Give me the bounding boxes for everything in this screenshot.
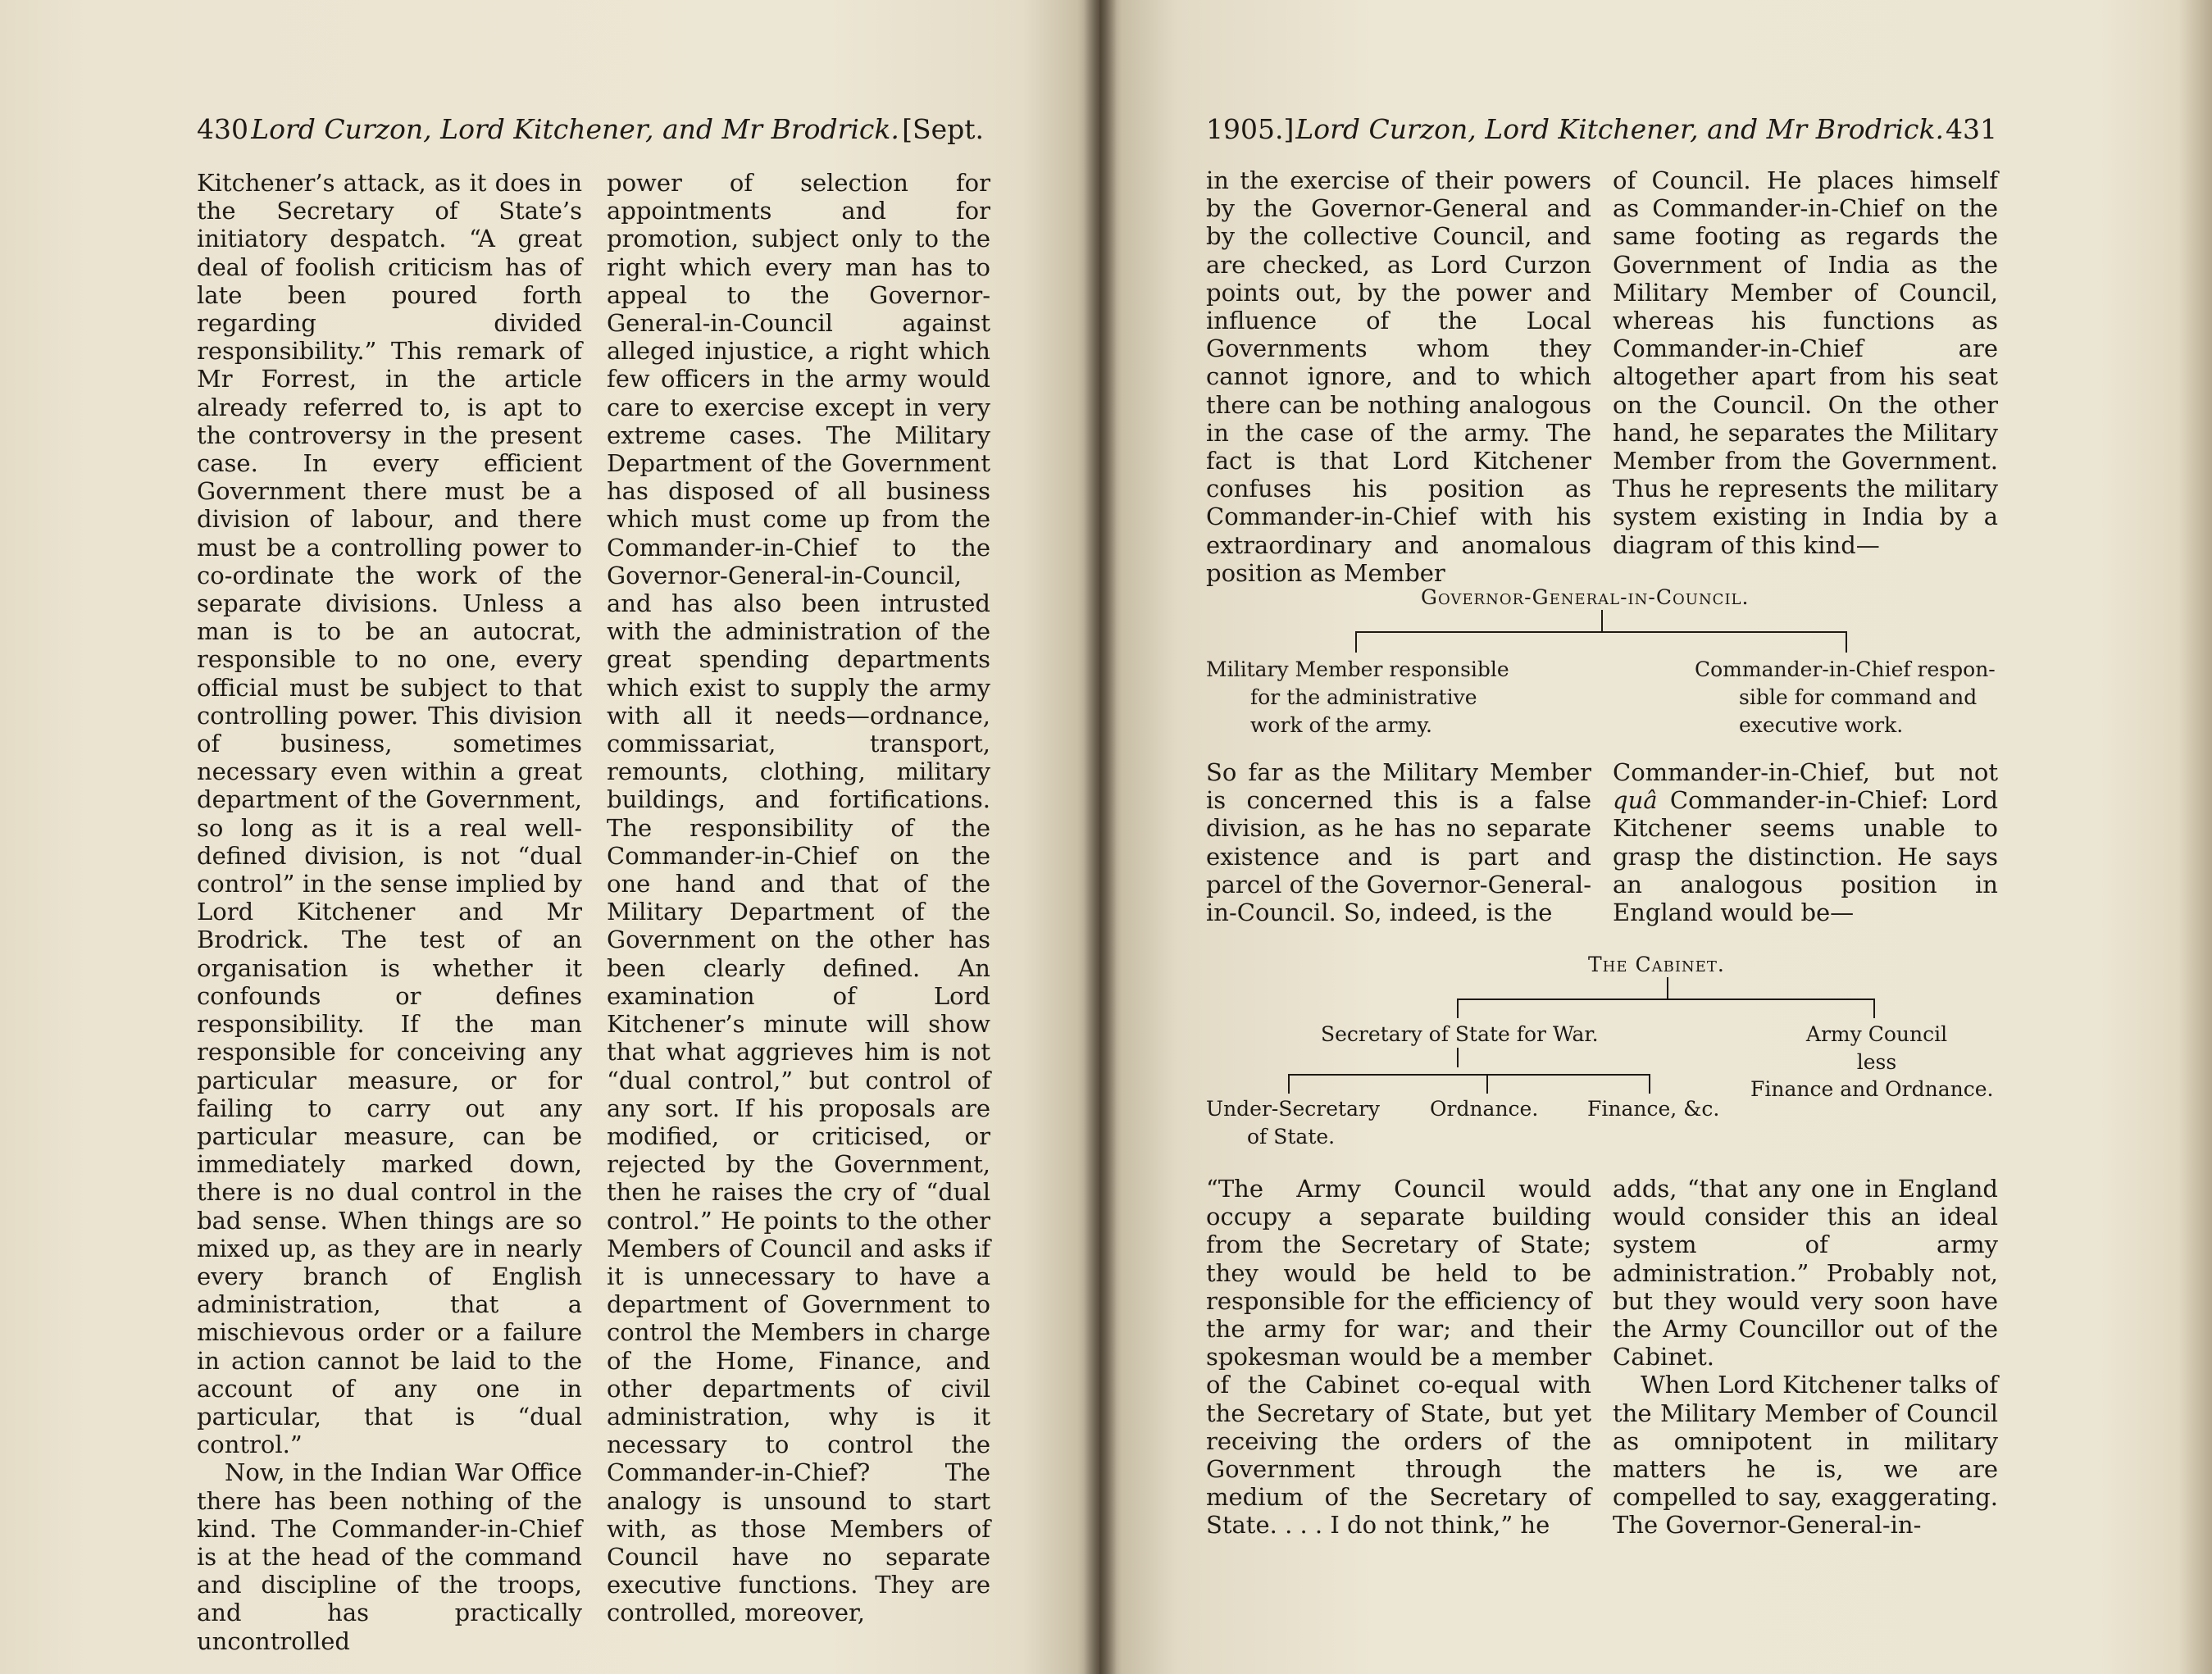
secretary-of-state-label: Secretary of State for War.	[1321, 1022, 1599, 1046]
paragraph: When Lord Kitchener talks of the Military Member of Council as omnipotent in military matters he is, we are compelled to say, exaggerating. The Governor-General-in-	[1613, 1371, 1998, 1540]
right-column-2-mid	[1613, 758, 1998, 926]
diagram-label: for the administrative	[1250, 685, 1477, 709]
finance-label: Finance, &c.	[1587, 1097, 1720, 1121]
date-tag-left: [Sept.	[902, 113, 984, 145]
diagram-connector	[1457, 998, 1875, 1000]
diagram-connector	[1486, 1074, 1488, 1094]
military-member-box	[1206, 656, 1509, 739]
under-secretary-box	[1206, 1095, 1380, 1151]
army-council-less-label: Finance and Ordnance.	[1750, 1077, 1994, 1101]
right-page-header	[1206, 113, 1997, 145]
diagram-connector	[1457, 998, 1459, 1018]
diagram-connector	[1288, 1074, 1650, 1076]
diagram-connector	[1667, 977, 1668, 998]
diagram-label: less	[1856, 1050, 1897, 1074]
diagram-connector	[1355, 631, 1847, 633]
italic-word: quâ	[1613, 786, 1658, 815]
paragraph: Now, in the Indian War Office there has been nothing of the kind. The Commander-in-Chief is at the head of the command and discipline of the troops, and has practically uncontrolled	[197, 1458, 582, 1655]
diagram-label: executive work.	[1739, 713, 1904, 737]
diagram-connector	[1601, 610, 1603, 631]
left-column-1	[197, 169, 582, 1655]
diagram-label: work of the army.	[1250, 713, 1432, 737]
running-title-right: Lord Curzon, Lord Kitchener, and Mr Brodrick.	[1295, 113, 1945, 145]
army-council-box	[1795, 1021, 1959, 1076]
paragraph: power of selection for appointments and for promotion, subject only to the right which every man has to appeal to the Governor-General-in-Council against alleged injustice, a right which few officers in the army would care to exercise except in very extreme cases. The Military Department of the Government has disposed of all business which must come up from the Commander-in-Chief to the Governor-General-in-Council, and has also been intrusted with the administration of the great spending departments which exist to supply the army with all it needs—ordnance, commissariat, transport, remounts, clothing, military buildings, and fortifications. The responsibility of the Commander-in-Chief on the one hand and that of the Military Department of the Government on the other has been clearly defined. An examination of Lord Kitchener’s minute will show that what aggrieves him is not “dual control,” but control of any sort. If his proposals are modified, or criticised, or rejected by the Government, then he raises the cry of “dual control.” He points to the other Members of Council and asks if it is unnecessary to have a department of Government to control the Members in charge of the Home, Finance, and other departments of civil administration, why is it necessary to control the Commander-in-Chief? The analogy is unsound to start with, as those Members of Council have no separate executive functions. They are controlled, moreover,	[607, 169, 990, 1627]
paragraph: adds, “that any one in England would consider this an ideal system of army administration.” Probably not, but they would very soon have the Army Councillor out of the Cabinet.	[1613, 1175, 1998, 1371]
right-column-2-bottom	[1613, 1175, 1998, 1540]
right-column-1-mid	[1206, 758, 1591, 926]
diagram-label: Military Member responsible	[1206, 657, 1509, 681]
paragraph: Kitchener’s attack, as it does in the Secretary of State’s initiatory despatch. “A great deal of foolish criticism has of late been poured forth regarding divided responsibility.” This remark of Mr Forrest, in the article already referred to, is apt to the controversy in the present case. In every efficient Government there must be a division of labour, and there must be a controlling power to co-ordinate the work of the separate divisions. Unless a man is to be an autocrat, responsible to no one, every official must be subject to that controlling power. This division of business, sometimes necessary even within a great department of the Government, so long as it is a real well-defined division, is not “dual control” in the sense implied by Lord Kitchener and Mr Brodrick. The test of an organisation is whether it confounds or defines responsibility. If the man responsible for conceiving any particular measure, or for failing to carry out any particular measure, can be immediately marked down, there is no dual control in the bad sense. When things are so mixed up, as they are in nearly every branch of English administration, that a mischievous order or a failure in action cannot be laid to the account of any one in particular, that is “dual control.”	[197, 169, 582, 1459]
right-column-1-top	[1206, 166, 1591, 587]
diagram-connector	[1649, 1074, 1650, 1094]
paragraph	[1613, 758, 1998, 926]
right-page	[1099, 0, 2212, 1674]
book-gutter	[1084, 0, 1117, 1674]
right-column-2-top	[1613, 166, 1998, 559]
left-column-2	[607, 169, 990, 1627]
diagram-root-label: The Cabinet.	[1588, 953, 1725, 976]
date-tag-right: 1905.]	[1206, 113, 1295, 145]
diagram-connector	[1355, 631, 1357, 653]
diagram-label: Under-Secretary	[1206, 1097, 1381, 1121]
left-page	[0, 0, 1099, 1674]
diagram-label: sible for command and	[1739, 685, 1978, 709]
diagram-connector	[1457, 1048, 1459, 1067]
paragraph: of Council. He places himself as Commander-in-Chief on the same footing as regards the Government of India as the Military Member of Council, whereas his functions as Commander-in-Chief are altogether apart from his seat on the Council. On the other hand, he separates the Military Member from the Government. Thus he represents the military system existing in India by a diagram of this kind—	[1613, 166, 1998, 559]
diagram-label: Commander-in-Chief respon-	[1695, 657, 1996, 681]
diagram-root-label: Governor-General-in-Council.	[1421, 585, 1750, 609]
paragraph: in the exercise of their powers by the Governor-General and by the collective Council, and are checked, as Lord Curzon points out, by the power and influence of the Local Governments whom they cannot ignore, and to which there can be nothing analogous in the case of the army. The fact is that Lord Kitchener confuses his position as Commander-in-Chief with his extraordinary and anomalous position as Member	[1206, 166, 1591, 587]
diagram-label: Army Council	[1805, 1022, 1948, 1046]
left-page-header	[197, 113, 984, 145]
paragraph: So far as the Military Member is concerned this is a false division, as he has no separate existence and is part and parcel of the Governor-General-in-Council. So, indeed, is the	[1206, 758, 1591, 927]
running-title-left: Lord Curzon, Lord Kitchener, and Mr Brodrick.	[251, 113, 899, 145]
diagram-connector	[1846, 631, 1847, 653]
diagram-connector	[1873, 998, 1875, 1018]
paragraph: “The Army Council would occupy a separate building from the Secretary of State; they would be held to be responsible for the efficiency of the army for war; and their spokesman would be a member of the Cabinet co-equal with the Secretary of State, but yet receiving the orders of the Government through the medium of the Secretary of State. . . . I do not think,” he	[1206, 1175, 1591, 1540]
diagram-label: of State.	[1247, 1125, 1336, 1149]
page-number-left: 430	[197, 113, 248, 145]
page-number-right: 431	[1946, 113, 1997, 145]
diagram-connector	[1288, 1074, 1290, 1094]
right-column-1-bottom	[1206, 1175, 1591, 1540]
text-run: Commander-in-Chief, but not	[1613, 758, 1998, 786]
commander-in-chief-box	[1695, 656, 1996, 739]
ordnance-label: Ordnance.	[1430, 1097, 1539, 1121]
text-run: Commander-in-Chief: Lord Kitchener seems unable to grasp the distinction. He says an analogous position in England would be—	[1613, 786, 1999, 927]
